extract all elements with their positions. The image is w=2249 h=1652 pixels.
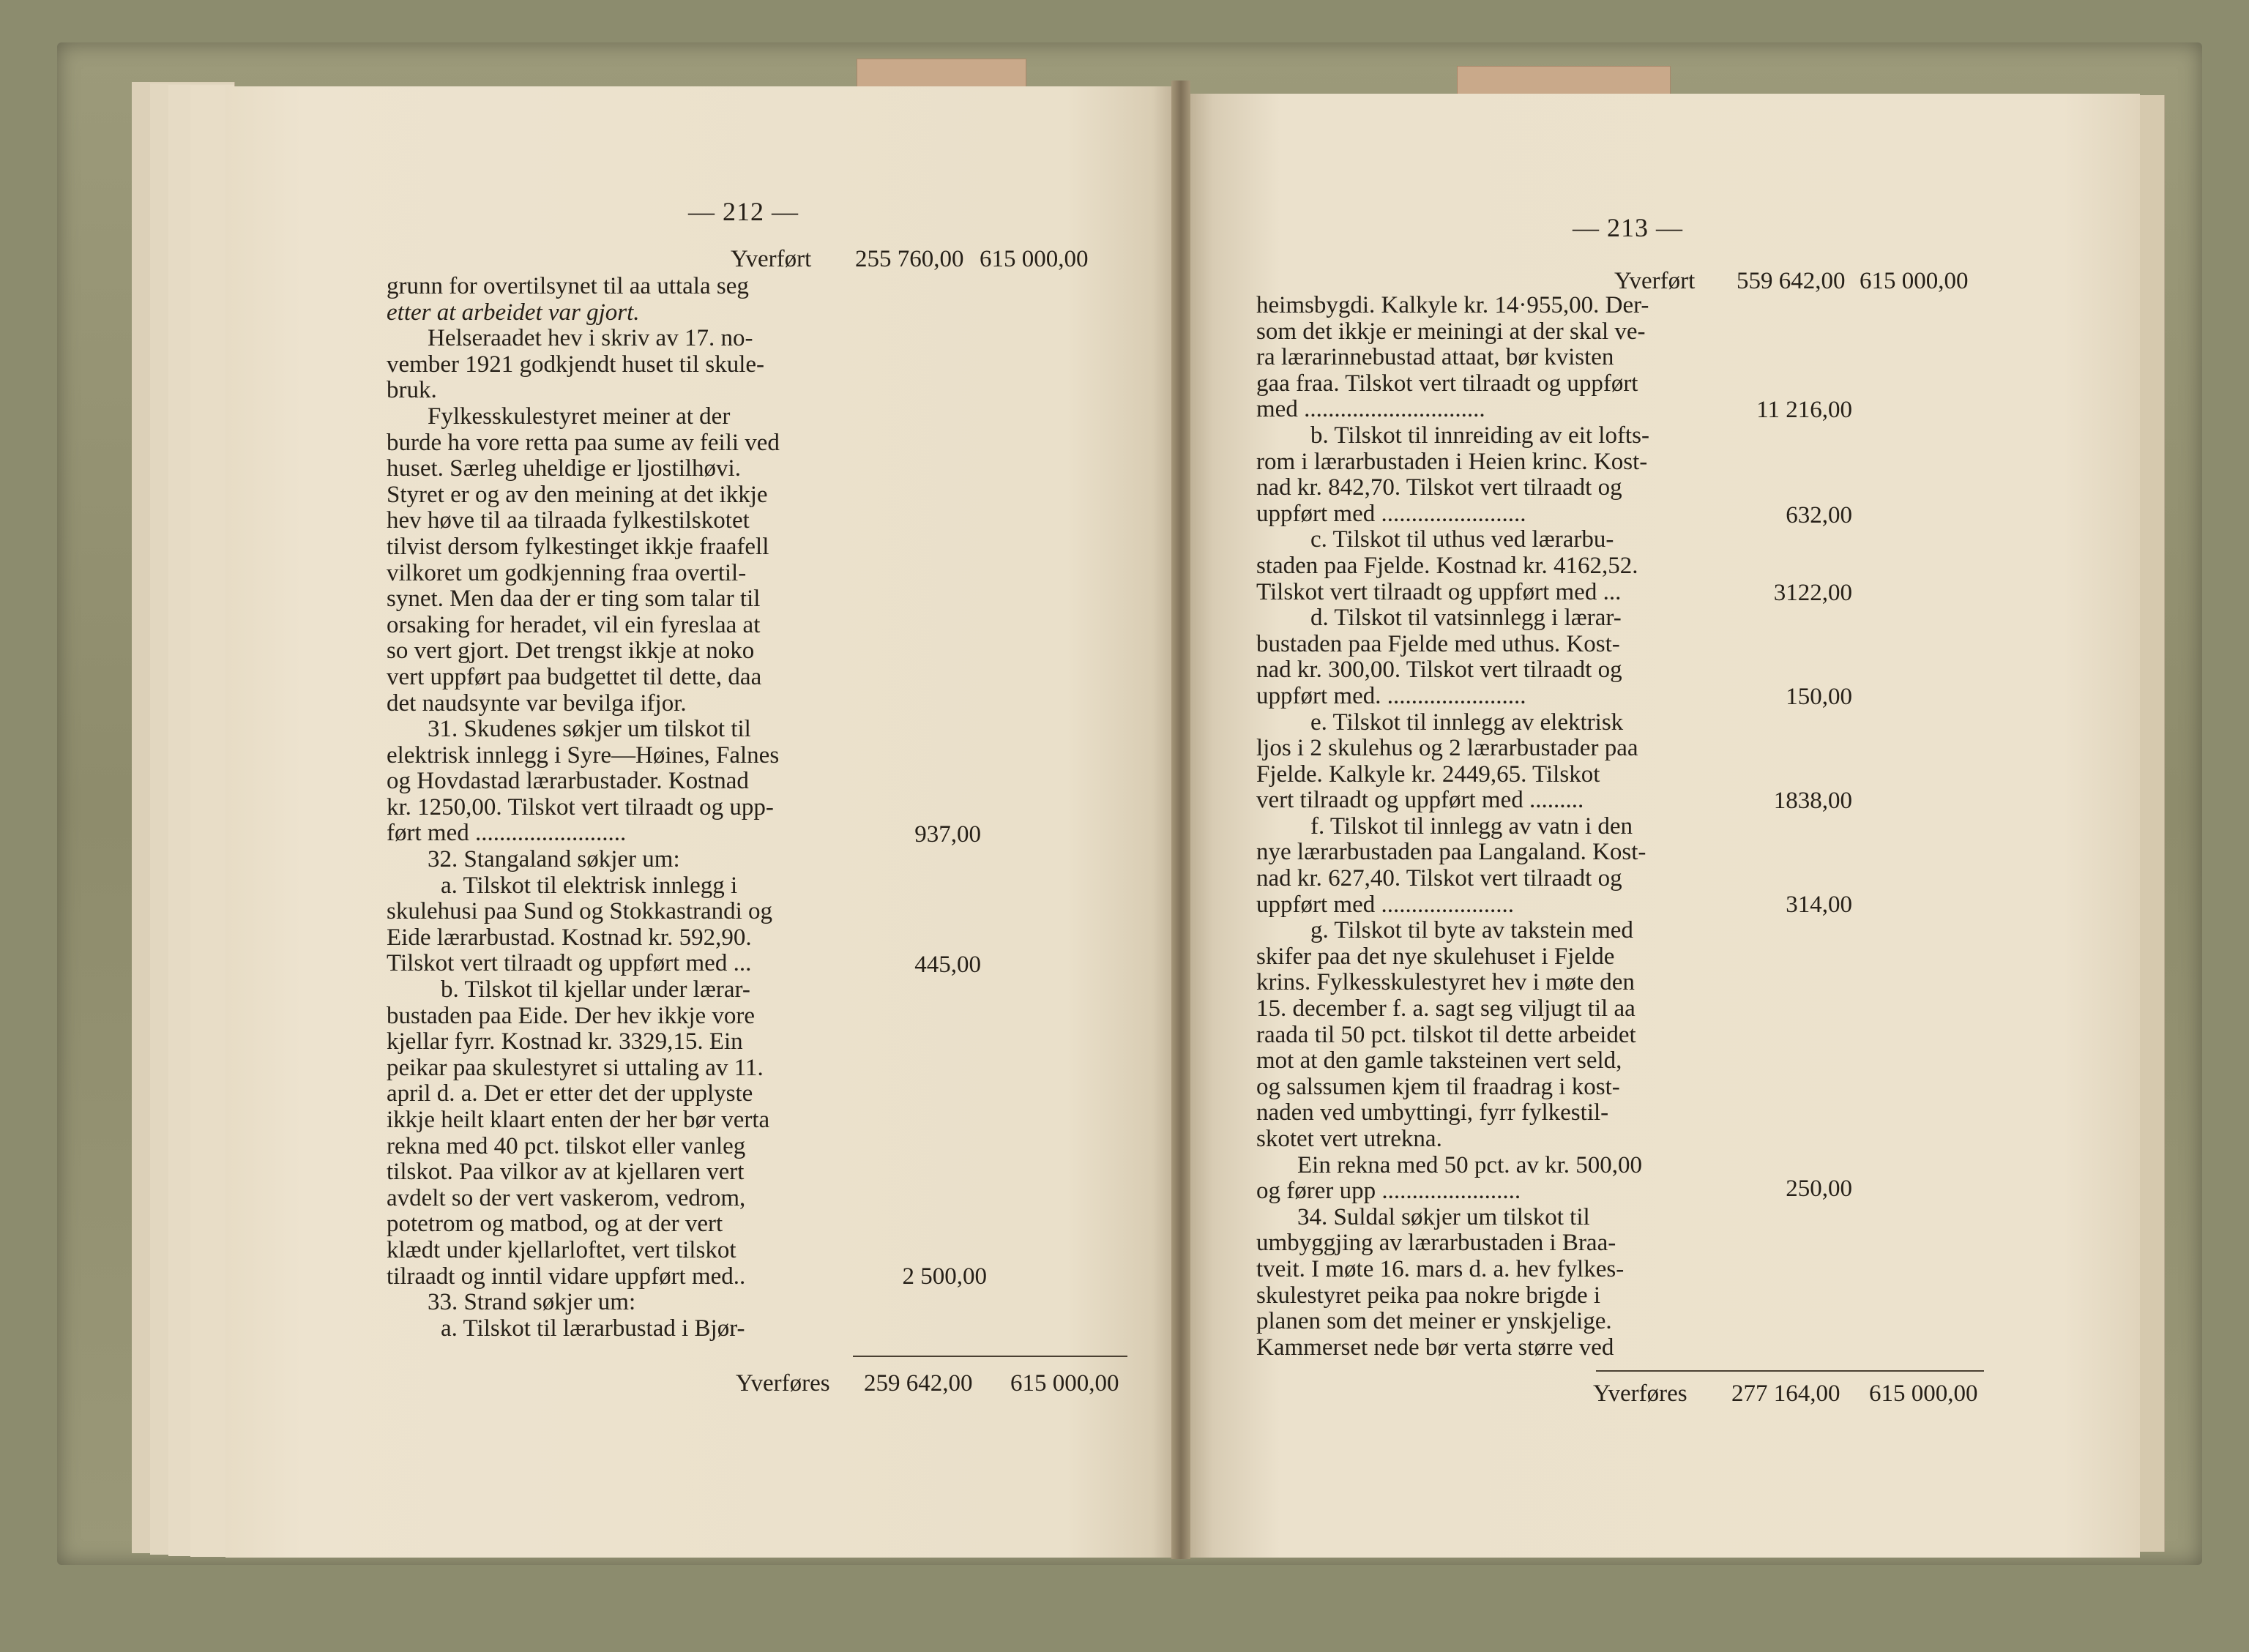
text-line: avdelt so der vert vaskerom, vedrom,	[387, 1184, 746, 1211]
text-line: orsaking for heradet, vil ein fyreslaa at	[387, 611, 761, 638]
text-line: uppført med. .......................	[1256, 682, 1526, 709]
text-line: 34. Suldal søkjer um tilskot til	[1297, 1203, 1590, 1230]
text-line: krins. Fylkesskulestyret hev i møte den	[1256, 969, 1635, 996]
carry-in-col1-left: 255 760,00	[855, 246, 964, 272]
text-line: potetrom og matbod, og at der vert	[387, 1211, 723, 1238]
text-line: Tilskot vert tilraadt og uppført med ...	[1256, 578, 1622, 605]
text-line: vert tilraadt og uppført med .........	[1256, 787, 1584, 814]
text-line: so vert gjort. Det trengst ikkje at noko	[387, 638, 755, 665]
carry-out-col2-left: 615 000,00	[1010, 1370, 1119, 1397]
text-line: Fjelde. Kalkyle kr. 2449,65. Tilskot	[1256, 760, 1600, 788]
right-page-text	[1256, 293, 1649, 1361]
text-line: d. Tilskot til vatsinnlegg i lærar-	[1310, 605, 1622, 632]
total-rule-right	[1596, 1370, 1984, 1372]
text-line: tilvist dersom fylkestinget ikkje fraafell	[387, 533, 769, 560]
text-line: e. Tilskot til innlegg av elektrisk	[1310, 709, 1624, 736]
text-line: 32. Stangaland søkjer um:	[428, 846, 680, 873]
amount: 445,00	[914, 952, 981, 978]
text-line: vert uppført paa budgettet til dette, daa	[387, 663, 762, 690]
text-line: bruk.	[387, 377, 437, 404]
text-line: elektrisk innlegg i Syre—Høines, Falnes	[387, 741, 780, 769]
amount: 937,00	[914, 821, 981, 848]
text-line: kjellar fyrr. Kostnad kr. 3329,15. Ein	[387, 1028, 743, 1055]
left-page-text	[387, 274, 780, 1342]
amount: 2 500,00	[902, 1263, 987, 1290]
amount: 150,00	[1786, 684, 1852, 710]
text-line: g. Tilskot til byte av takstein med	[1310, 917, 1633, 944]
text-line: kr. 1250,00. Tilskot vert tilraadt og upp-	[387, 793, 774, 821]
carry-out-col1-left: 259 642,00	[864, 1370, 973, 1397]
text-line: raada til 50 pct. tilskot til dette arbeidet	[1256, 1021, 1636, 1048]
text-line: Helseraadet hev i skriv av 17. no-	[428, 325, 753, 352]
text-line: hev høve til aa tilraada fylkestilskotet	[387, 507, 750, 534]
text-line: vilkoret um godkjenning fraa overtil-	[387, 559, 747, 586]
amount: 632,00	[1786, 502, 1852, 528]
text-line: med ..............................	[1256, 396, 1485, 423]
carry-in-col2-right: 615 000,00	[1860, 268, 1969, 294]
text-line: naden ved umbyttingi, fyrr fylkestil-	[1256, 1099, 1609, 1126]
text-line: peikar paa skulestyret si uttaling av 11.	[387, 1054, 764, 1081]
text-line: og fører upp .......................	[1256, 1178, 1521, 1205]
text-line: Kammerset nede bør verta større ved	[1256, 1334, 1614, 1361]
text-line: 33. Strand søkjer um:	[428, 1289, 636, 1316]
text-line: og salssumen kjem til fraadrag i kost-	[1256, 1073, 1620, 1100]
text-line: ljos i 2 skulehus og 2 lærarbustader paa	[1256, 735, 1638, 762]
text-line: rekna med 40 pct. tilskot eller vanleg	[387, 1132, 746, 1159]
text-line: b. Tilskot til innreiding av eit lofts-	[1310, 422, 1649, 449]
text-line: Fylkesskulestyret meiner at der	[428, 403, 731, 430]
amount: 1838,00	[1773, 788, 1852, 814]
text-line: grunn for overtilsynet til aa uttala seg	[387, 273, 749, 299]
text-line: klædt under kjellarloftet, vert tilskot	[387, 1236, 736, 1263]
text-line: nad kr. 300,00. Tilskot vert tilraadt og	[1256, 657, 1622, 684]
text-line: vember 1921 godkjendt huset til skule-	[387, 351, 764, 378]
text-line: Ein rekna med 50 pct. av kr. 500,00	[1297, 1151, 1643, 1178]
text-line: Styret er og av den meining at det ikkje	[387, 481, 768, 508]
text-line: ikkje heilt klaart enten der her bør verta	[387, 1107, 770, 1133]
text-line: 31. Skudenes søkjer um tilskot til	[428, 716, 751, 743]
text-line: synet. Men daa der er ting som talar til	[387, 586, 761, 613]
text-line: og Hovdastad lærarbustader. Kostnad	[387, 768, 749, 795]
carry-in-col1-right: 559 642,00	[1737, 268, 1846, 294]
total-rule-left	[853, 1356, 1127, 1357]
text-line: ra lærarinnebustad attaat, bør kvisten	[1256, 344, 1614, 371]
carry-in-label-left: Yverført	[731, 246, 812, 272]
text-line: april d. a. Det er etter det der upplyste	[387, 1080, 753, 1107]
carry-out-label-left: Yverføres	[736, 1370, 830, 1397]
text-line: f. Tilskot til innlegg av vatn i den	[1310, 812, 1633, 840]
text-line: ført med .........................	[387, 820, 627, 847]
text-line: huset. Særleg uheldige er ljostilhøvi.	[387, 455, 741, 482]
page-number-left: — 212 —	[688, 197, 799, 226]
page-number-right: — 213 —	[1573, 213, 1683, 242]
text-line: b. Tilskot til kjellar under lærar-	[441, 976, 750, 1003]
text-line: staden paa Fjelde. Kostnad kr. 4162,52.	[1256, 552, 1638, 579]
text-line: tilraadt og inntil vidare uppført med..	[387, 1263, 746, 1290]
text-line: nad kr. 842,70. Tilskot vert tilraadt og	[1256, 474, 1622, 501]
text-line: bustaden paa Eide. Der hev ikkje vore	[387, 1002, 756, 1029]
text-line: det naudsynte var bevilga ifjor.	[387, 689, 687, 717]
text-line: skifer paa det nye skulehuset i Fjelde	[1256, 943, 1615, 970]
text-line: mot at den gamle taksteinen vert seld,	[1256, 1047, 1622, 1074]
text-line: tveit. I møte 16. mars d. a. hev fylkes-	[1256, 1255, 1625, 1282]
amount: 3122,00	[1773, 580, 1852, 606]
text-line: nad kr. 627,40. Tilskot vert tilraadt og	[1256, 865, 1622, 892]
carry-out-col2-right: 615 000,00	[1869, 1380, 1978, 1407]
text-line: skotet vert utrekna.	[1256, 1126, 1442, 1152]
text-line: a. Tilskot til lærarbustad i Bjør-	[441, 1315, 745, 1342]
text-line: Eide lærarbustad. Kostnad kr. 592,90.	[387, 924, 752, 951]
text-line: gaa fraa. Tilskot vert tilraadt og uppført	[1256, 370, 1638, 397]
text-line: heimsbygdi. Kalkyle kr. 14·955,00. Der-	[1256, 292, 1649, 318]
text-line: umbyggjing av lærarbustaden i Braa-	[1256, 1230, 1616, 1257]
text-line: som det ikkje er meiningi at der skal ve-	[1256, 318, 1646, 345]
text-line: rom i lærarbustaden i Heien krinc. Kost-	[1256, 448, 1648, 475]
amount: 11 216,00	[1756, 397, 1852, 423]
text-line: c. Tilskot til uthus ved lærarbu-	[1310, 526, 1614, 553]
text-line: burde ha vore retta paa sume av feili ved	[387, 429, 780, 456]
amount: 250,00	[1786, 1176, 1852, 1202]
text-line: bustaden paa Fjelde med uthus. Kost-	[1256, 630, 1620, 657]
text-line: nye lærarbustaden paa Langaland. Kost-	[1256, 839, 1646, 866]
book-gutter	[1171, 81, 1190, 1559]
text-line: skulestyret peika paa nokre brigde i	[1256, 1282, 1601, 1309]
carry-in-label-right: Yverført	[1614, 268, 1696, 294]
text-line: planen som det meiner er ynskjelige.	[1256, 1308, 1612, 1335]
text-line: uppført med ......................	[1256, 891, 1514, 918]
amount: 314,00	[1786, 892, 1852, 918]
text-line: Tilskot vert tilraadt og uppført med ...	[387, 950, 752, 977]
text-line: a. Tilskot til elektrisk innlegg i	[441, 872, 738, 899]
text-line: tilskot. Paa vilkor av at kjellaren vert	[387, 1159, 745, 1186]
text-line: uppført med ........................	[1256, 500, 1526, 527]
text-line: 15. december f. a. sagt seg viljugt til aa	[1256, 995, 1636, 1023]
text-line: etter at arbeidet var gjort.	[387, 299, 640, 326]
text-line: skulehusi paa Sund og Stokkastrandi og	[387, 898, 773, 925]
carry-in-col2-left: 615 000,00	[980, 246, 1089, 272]
carry-out-col1-right: 277 164,00	[1731, 1380, 1840, 1407]
carry-out-label-right: Yverføres	[1593, 1380, 1687, 1407]
